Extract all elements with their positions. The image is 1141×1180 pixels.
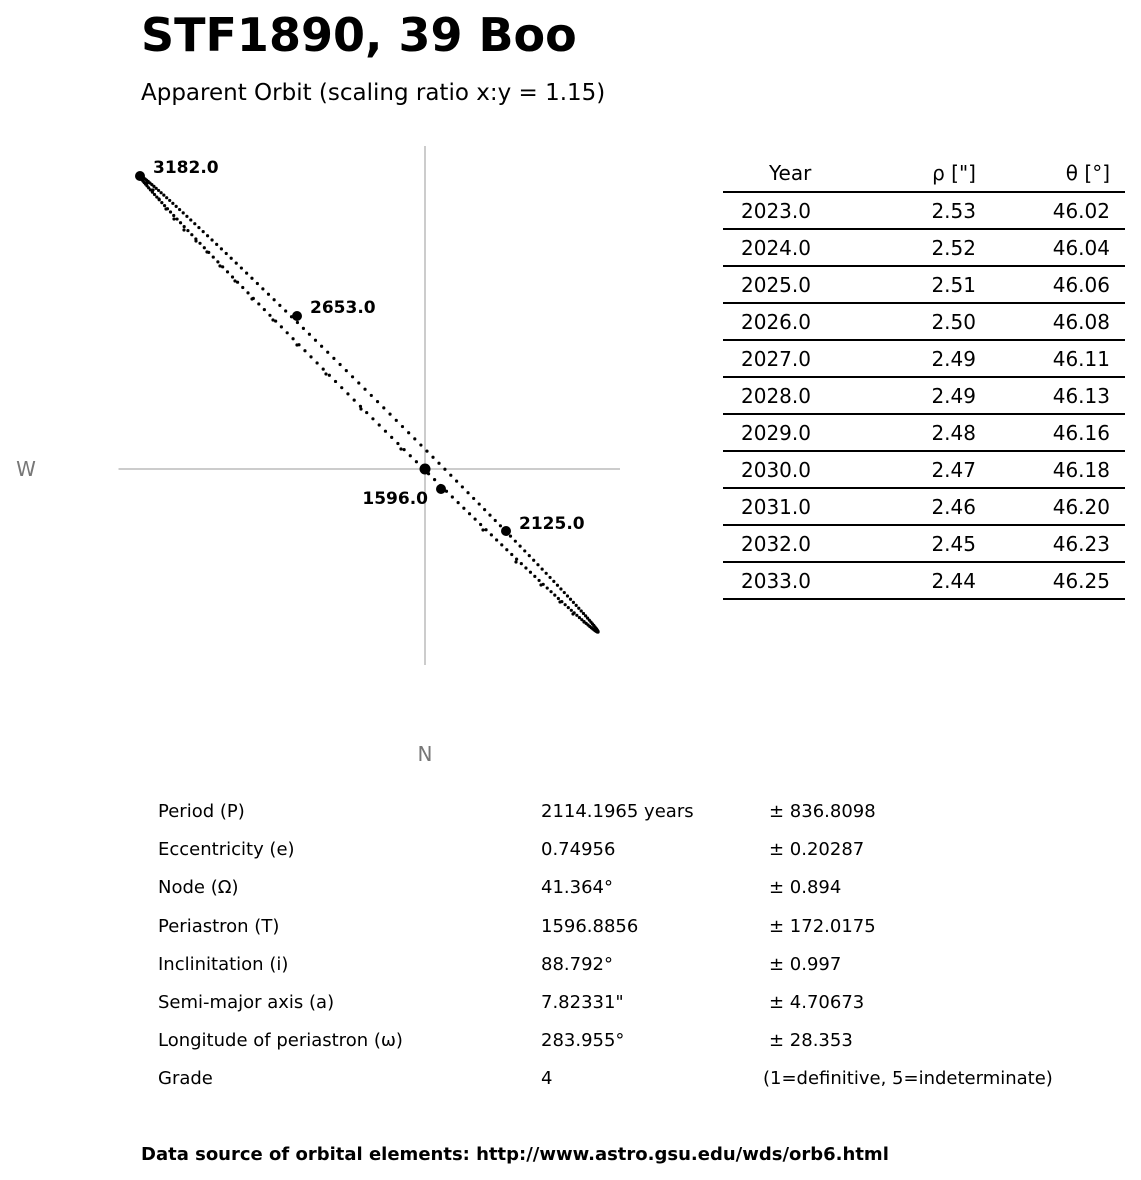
orbit-point <box>203 246 206 249</box>
element-value: 7.82331" <box>541 991 624 1013</box>
cell-year: 2031.0 <box>723 488 847 525</box>
orbit-point <box>271 318 274 321</box>
table-row <box>723 488 1125 525</box>
element-error: ± 28.353 <box>769 1030 853 1052</box>
orbit-point <box>536 563 539 566</box>
orbit-point <box>185 215 188 218</box>
cell-rho: 2.44 <box>847 562 976 599</box>
element-name: Periastron (T) <box>158 915 280 937</box>
epoch-label: 1596.0 <box>362 489 428 509</box>
orbit-point <box>466 491 469 494</box>
epoch-point <box>135 171 145 181</box>
orbit-point <box>461 485 464 488</box>
orbit-point <box>532 559 535 562</box>
element-error: ± 836.8098 <box>769 801 876 822</box>
table-row <box>723 303 1125 340</box>
axis-label-north: N <box>417 742 433 766</box>
table-row <box>723 451 1125 488</box>
orbit-point <box>577 607 580 610</box>
orbit-point <box>245 272 248 275</box>
element-name: Grade <box>158 1068 213 1090</box>
cell-theta: 46.20 <box>976 488 1125 525</box>
table-row <box>723 266 1125 303</box>
orbit-point <box>556 584 559 587</box>
orbit-point <box>172 217 175 220</box>
orbit-point <box>175 217 178 220</box>
element-value: 4 <box>541 1068 553 1090</box>
orbit-point <box>308 333 311 336</box>
orbit-point <box>193 222 196 225</box>
orbit-point <box>524 566 527 569</box>
orbit-point <box>171 202 174 205</box>
orbit-point <box>315 361 318 364</box>
orbit-point <box>169 210 172 213</box>
orbit-point <box>388 413 391 416</box>
orbit-point <box>286 331 289 334</box>
orbit-point <box>403 448 406 451</box>
element-value: 2114.1965 years <box>541 801 694 822</box>
orbit-point <box>197 226 200 229</box>
orbit-point <box>431 456 434 459</box>
orbit-point <box>182 211 185 214</box>
orbit-point <box>479 523 482 526</box>
cell-rho: 2.53 <box>847 192 976 229</box>
orbit-point <box>235 262 238 265</box>
orbit-point <box>250 297 253 300</box>
orbit-point <box>328 374 331 377</box>
orbit-point <box>194 239 197 242</box>
orbit-point <box>520 562 523 565</box>
orbit-point <box>353 399 356 402</box>
orbit-point <box>399 447 402 450</box>
orbit-point <box>449 474 452 477</box>
header-rho: ρ ["] <box>847 155 976 192</box>
orbit-point <box>514 560 517 563</box>
orbit-point <box>346 392 349 395</box>
orbit-point <box>157 197 160 200</box>
cell-rho: 2.49 <box>847 340 976 377</box>
orbit-point <box>425 450 428 453</box>
orbit-point <box>515 558 518 561</box>
orbit-point <box>309 355 312 358</box>
element-value: 41.364° <box>541 877 613 899</box>
orbit-point <box>246 291 249 294</box>
cell-theta: 46.08 <box>976 303 1125 340</box>
orbit-point <box>157 189 160 192</box>
cell-year: 2023.0 <box>723 192 847 229</box>
header-theta: θ [°] <box>976 155 1125 192</box>
element-value: 88.792° <box>541 953 613 975</box>
orbit-point <box>291 337 294 340</box>
chart-title: STF1890, 39 Boo <box>141 8 577 62</box>
cell-year: 2025.0 <box>723 266 847 303</box>
orbit-point <box>186 229 189 232</box>
orbit-point <box>179 221 182 224</box>
orbit-point <box>483 508 486 511</box>
orbit-point <box>523 549 526 552</box>
orbit-point <box>268 314 271 317</box>
cell-theta: 46.23 <box>976 525 1125 562</box>
orbit-point <box>571 612 574 615</box>
orbit-point <box>168 199 171 202</box>
table-row <box>723 414 1125 451</box>
orbit-point <box>378 423 381 426</box>
orbit-point <box>541 567 544 570</box>
primary-star <box>420 464 431 475</box>
orbit-point <box>175 205 178 208</box>
orbit-point <box>549 590 552 593</box>
cell-theta: 46.16 <box>976 414 1125 451</box>
cell-year: 2029.0 <box>723 414 847 451</box>
chart-subtitle: Apparent Orbit (scaling ratio x:y = 1.15) <box>141 80 606 106</box>
element-value: 1596.8856 <box>541 915 639 937</box>
element-error: ± 0.997 <box>769 953 842 975</box>
orbit-point <box>365 411 368 414</box>
orbit-point <box>215 243 218 246</box>
orbit-point <box>257 302 260 305</box>
element-value: 283.955° <box>541 1030 625 1052</box>
orbit-point <box>409 454 412 457</box>
orbit-point <box>332 357 335 360</box>
orbit-point <box>499 524 502 527</box>
orbit-point <box>582 612 585 615</box>
orbit-point <box>382 406 385 409</box>
orbit-point <box>326 351 329 354</box>
orbit-point <box>280 325 283 328</box>
orbit-point <box>165 196 168 199</box>
cell-rho: 2.45 <box>847 525 976 562</box>
orbit-point <box>183 225 186 228</box>
orbit-point <box>557 597 560 600</box>
orbit-point <box>250 277 253 280</box>
orbit-point <box>443 468 446 471</box>
orbit-point <box>478 502 481 505</box>
cell-year: 2026.0 <box>723 303 847 340</box>
orbit-point <box>256 282 259 285</box>
orbit-point <box>495 538 498 541</box>
orbit-point <box>455 480 458 483</box>
orbit-point <box>182 228 185 231</box>
orbit-point <box>537 579 540 582</box>
orbit-point <box>334 380 337 383</box>
orbit-point <box>390 436 393 439</box>
orbit-point <box>172 214 175 217</box>
orbit-point <box>160 201 163 204</box>
orbit-point <box>481 528 484 531</box>
orbit-point <box>240 266 243 269</box>
table-row <box>723 562 1125 599</box>
orbit-point <box>322 367 325 370</box>
cell-rho: 2.51 <box>847 266 976 303</box>
table-row <box>723 377 1125 414</box>
cell-year: 2024.0 <box>723 229 847 266</box>
table-row <box>723 192 1125 229</box>
orbit-point <box>433 478 436 481</box>
orbit-point <box>210 238 213 241</box>
orbit-point <box>178 208 181 211</box>
orbit-point <box>578 616 581 619</box>
orbit-point <box>233 279 236 282</box>
orbit-point <box>559 587 562 590</box>
orbit-point <box>351 375 354 378</box>
orbit-point <box>371 417 374 420</box>
orbit-point <box>363 388 366 391</box>
element-name: Period (P) <box>158 801 245 822</box>
ephemeris-table <box>723 155 1125 600</box>
orbit-point <box>162 194 165 197</box>
orbit-point <box>575 614 578 617</box>
orbit-point <box>263 308 266 311</box>
orbit-point <box>370 394 373 397</box>
orbit-point <box>474 518 477 521</box>
cell-rho: 2.47 <box>847 451 976 488</box>
orbit-point <box>202 230 205 233</box>
element-name: Inclinitation (i) <box>158 953 289 975</box>
orbit-point <box>529 571 532 574</box>
epoch-label: 2125.0 <box>519 514 585 534</box>
orbit-point <box>548 576 551 579</box>
orbit-point <box>261 287 264 290</box>
orbit-point <box>359 407 362 410</box>
orbit-point <box>296 321 299 324</box>
orbit-point <box>198 242 201 245</box>
orbit-point <box>164 207 167 210</box>
cell-rho: 2.46 <box>847 488 976 525</box>
element-error: ± 0.20287 <box>769 839 865 861</box>
element-name: Longitude of periastron (ω) <box>158 1030 403 1052</box>
orbit-point <box>419 443 422 446</box>
orbit-point <box>572 601 575 604</box>
epoch-label: 3182.0 <box>153 158 219 178</box>
orbit-point <box>413 437 416 440</box>
orbit-point <box>278 304 281 307</box>
data-source: Data source of orbital elements: http://www.astro.gsu.edu/wds/orb6.html <box>141 1144 889 1165</box>
orbit-point <box>415 460 418 463</box>
orbit-point <box>490 533 493 536</box>
orbit-point <box>273 298 276 301</box>
orbit-point <box>510 553 513 556</box>
orbit-point <box>230 257 233 260</box>
orbit-point <box>500 543 503 546</box>
orbit-point <box>580 609 583 612</box>
cell-rho: 2.48 <box>847 414 976 451</box>
table-row <box>723 229 1125 266</box>
orbit-plot <box>0 0 700 780</box>
orbit-point <box>231 275 234 278</box>
orbit-point <box>563 591 566 594</box>
epoch-point <box>501 526 511 536</box>
orbit-point <box>241 286 244 289</box>
table-body <box>723 192 1125 599</box>
cell-theta: 46.06 <box>976 266 1125 303</box>
cell-theta: 46.11 <box>976 340 1125 377</box>
cell-theta: 46.04 <box>976 229 1125 266</box>
orbit-point <box>462 507 465 510</box>
cell-theta: 46.18 <box>976 451 1125 488</box>
orbit-point <box>324 372 327 375</box>
element-error: ± 4.70673 <box>769 991 865 1013</box>
orbit-point <box>384 430 387 433</box>
orbit-point <box>539 583 542 586</box>
cell-rho: 2.52 <box>847 229 976 266</box>
orbit-point <box>295 343 298 346</box>
orbit-point <box>505 548 508 551</box>
orbit-point <box>528 554 531 557</box>
table-row <box>723 340 1125 377</box>
orbit-point <box>225 252 228 255</box>
orbit-point <box>190 233 193 236</box>
cell-year: 2030.0 <box>723 451 847 488</box>
orbit-point <box>376 400 379 403</box>
orbit-point <box>494 519 497 522</box>
orbit-point <box>267 293 270 296</box>
orbit-point <box>552 580 555 583</box>
orbit-point <box>145 181 148 184</box>
orbit-point <box>320 345 323 348</box>
orbit-point <box>340 386 343 389</box>
orbit-point <box>345 369 348 372</box>
orbit-point <box>553 594 556 597</box>
cell-rho: 2.50 <box>847 303 976 340</box>
table-row <box>723 525 1125 562</box>
orbit-point <box>451 495 454 498</box>
orbit-point <box>518 545 521 548</box>
element-name: Node (Ω) <box>158 877 239 899</box>
orbit-point <box>163 204 166 207</box>
element-value: 0.74956 <box>541 839 616 861</box>
orbit-point <box>569 598 572 601</box>
orbit-point <box>338 363 341 366</box>
cell-theta: 46.02 <box>976 192 1125 229</box>
orbit-point <box>584 614 587 617</box>
epoch-label: 2653.0 <box>310 298 376 318</box>
orbit-point <box>401 425 404 428</box>
orbit-point <box>407 431 410 434</box>
orbit-point <box>220 247 223 250</box>
orbit-point <box>514 540 517 543</box>
cell-rho: 2.49 <box>847 377 976 414</box>
orbit-point <box>533 575 536 578</box>
orbit-point <box>226 270 229 273</box>
epoch-point <box>292 311 302 321</box>
orbit-point <box>472 497 475 500</box>
orbit-point <box>484 528 487 531</box>
header-year: Year <box>723 155 847 192</box>
element-note: (1=definitive, 5=indeterminate) <box>763 1068 1053 1090</box>
element-error: ± 0.894 <box>769 877 842 899</box>
orbit-point <box>189 218 192 221</box>
cell-theta: 46.25 <box>976 562 1125 599</box>
orbit-point <box>314 339 317 342</box>
orbit-point <box>396 442 399 445</box>
orbit-point <box>457 501 460 504</box>
orbit-point <box>206 234 209 237</box>
orbit-point <box>545 572 548 575</box>
orbit-point <box>153 193 156 196</box>
orbit-point <box>567 606 570 609</box>
orbit-point <box>582 620 585 623</box>
epoch-point <box>436 484 446 494</box>
table-header-row <box>723 155 1125 192</box>
orbit-point <box>359 405 362 408</box>
orbit-point <box>509 535 512 538</box>
orbit-point <box>437 462 440 465</box>
orbit-point <box>284 309 287 312</box>
orbit-point <box>212 255 215 258</box>
orbit-point <box>205 250 208 253</box>
cell-year: 2027.0 <box>723 340 847 377</box>
orbit-point <box>357 381 360 384</box>
orbit-point <box>302 327 305 330</box>
orbit-point <box>468 512 471 515</box>
element-name: Semi-major axis (a) <box>158 991 335 1013</box>
orbit-point <box>575 604 578 607</box>
orbit-point <box>218 264 221 267</box>
cell-theta: 46.13 <box>976 377 1125 414</box>
orbit-point <box>546 586 549 589</box>
orbit-point <box>151 188 154 191</box>
orbit-point <box>566 594 569 597</box>
orbit-point <box>303 349 306 352</box>
orbit-point <box>564 603 567 606</box>
cell-year: 2032.0 <box>723 525 847 562</box>
orbit-point <box>160 191 163 194</box>
element-name: Eccentricity (e) <box>158 839 295 861</box>
orbit-point <box>488 513 491 516</box>
orbit-point <box>558 600 561 603</box>
element-error: ± 172.0175 <box>769 915 876 937</box>
cell-year: 2028.0 <box>723 377 847 414</box>
orbit-point <box>570 609 573 612</box>
orbit-point <box>216 260 219 263</box>
orbit-point <box>395 419 398 422</box>
cell-year: 2033.0 <box>723 562 847 599</box>
axis-label-west: W <box>16 457 36 481</box>
